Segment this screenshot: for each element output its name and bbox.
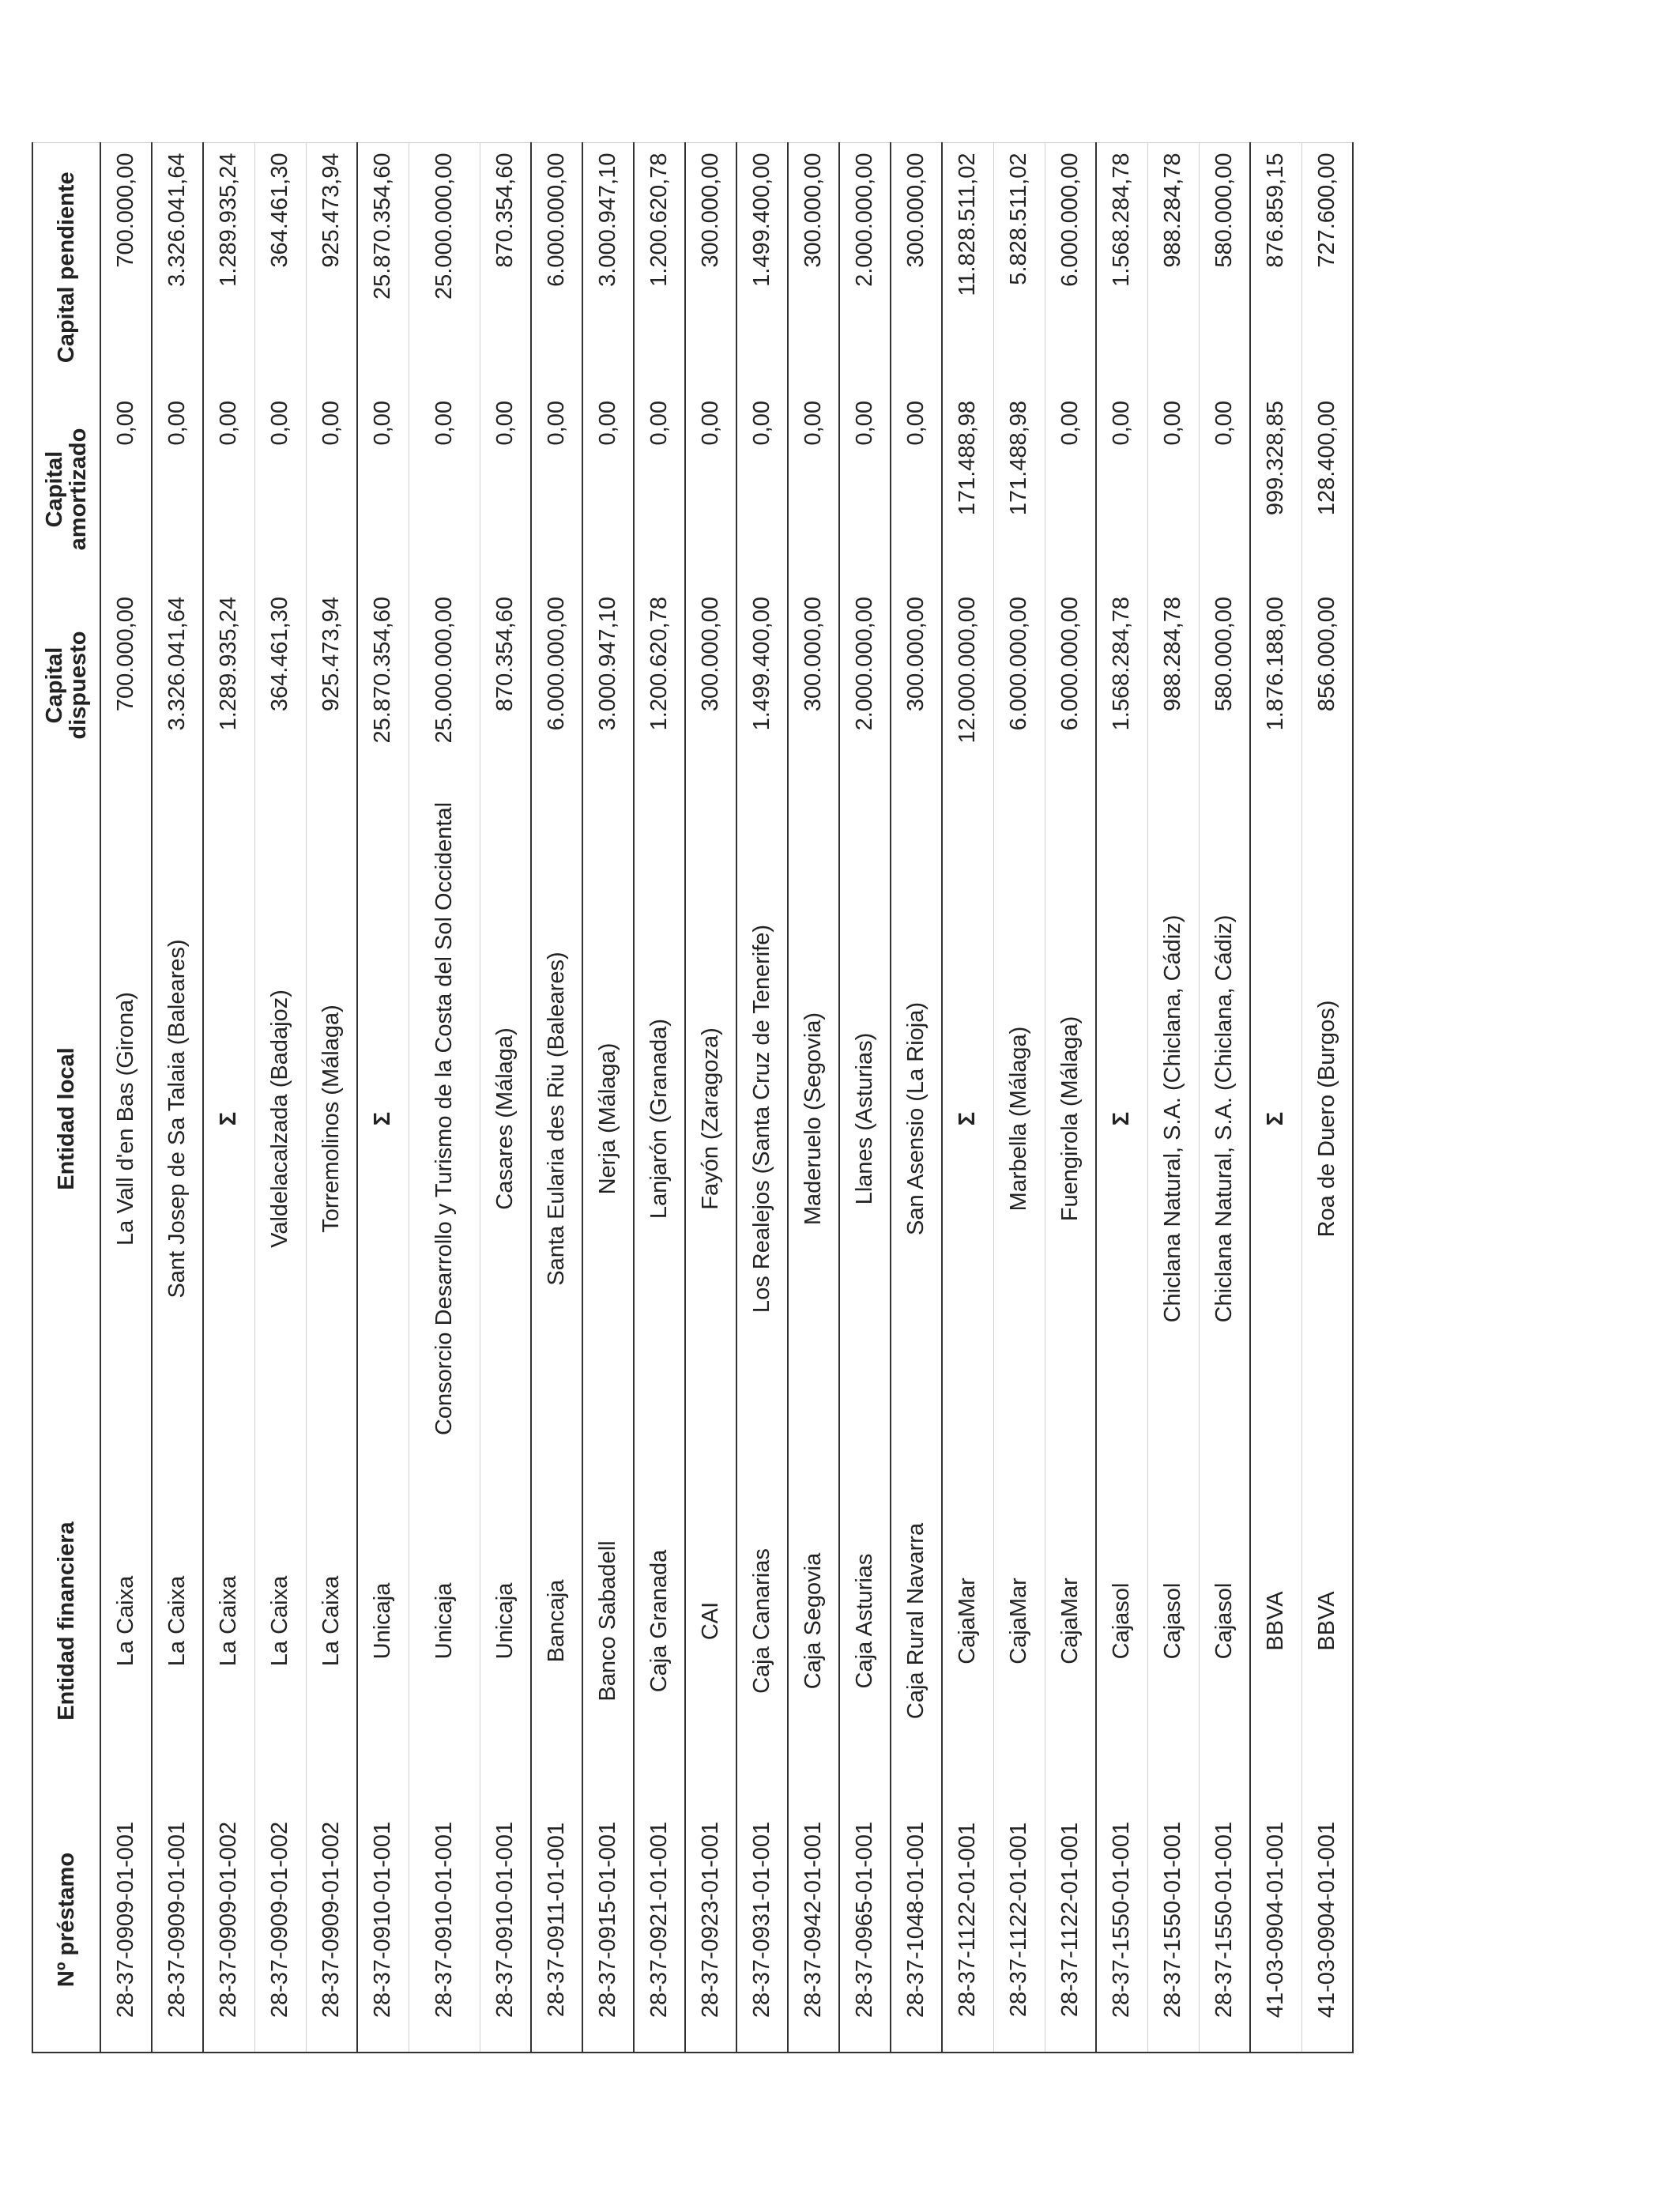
cell-capital-drawn: 1.876.188,00 <box>1250 587 1301 783</box>
cell-capital-outstanding: 580.000,00 <box>1199 143 1250 391</box>
cell-loan-number: 28-37-0910-01-001 <box>409 1788 480 2053</box>
cell-capital-amortized: 0,00 <box>634 391 685 587</box>
cell-capital-amortized: 0,00 <box>306 391 357 587</box>
cell-loan-number: 28-37-1122-01-001 <box>942 1788 993 2053</box>
cell-local-entity: Los Realejos (Santa Cruz de Tenerife) <box>736 783 788 1454</box>
cell-capital-drawn: 25.870.354,60 <box>357 587 409 783</box>
table-row <box>203 143 254 2053</box>
table-row <box>582 143 634 2053</box>
cell-financial-entity: La Caixa <box>203 1454 254 1788</box>
cell-capital-outstanding: 3.326.041,64 <box>152 143 203 391</box>
cell-loan-number: 28-37-1550-01-001 <box>1147 1788 1199 2053</box>
cell-financial-entity: La Caixa <box>152 1454 203 1788</box>
cell-financial-entity: La Caixa <box>254 1454 306 1788</box>
cell-capital-outstanding: 727.600,00 <box>1301 143 1353 391</box>
cell-capital-drawn: 3.326.041,64 <box>152 587 203 783</box>
table-row <box>788 143 839 2053</box>
cell-capital-drawn: 6.000.000,00 <box>1045 587 1096 783</box>
cell-local-entity: Valdelacalzada (Badajoz) <box>254 783 306 1454</box>
cell-capital-outstanding: 870.354,60 <box>480 143 531 391</box>
table-row <box>634 143 685 2053</box>
cell-capital-amortized: 0,00 <box>1045 391 1096 587</box>
cell-capital-drawn: 988.284,78 <box>1147 587 1199 783</box>
cell-financial-entity: Banco Sabadell <box>582 1454 634 1788</box>
cell-capital-outstanding: 300.000,00 <box>685 143 736 391</box>
cell-local-entity: Roa de Duero (Burgos) <box>1301 783 1353 1454</box>
cell-loan-number: 28-37-1122-01-001 <box>1045 1788 1096 2053</box>
cell-capital-amortized: 0,00 <box>152 391 203 587</box>
cell-local-entity: Nerja (Málaga) <box>582 783 634 1454</box>
cell-loan-number: 28-37-0909-01-002 <box>306 1788 357 2053</box>
cell-capital-amortized: 171.488,98 <box>942 391 993 587</box>
table-row <box>357 143 409 2053</box>
cell-local-entity: Fuengirola (Málaga) <box>1045 783 1096 1454</box>
cell-local-entity: Lanjarón (Granada) <box>634 783 685 1454</box>
table-row <box>152 143 203 2053</box>
cell-capital-outstanding: 5.828.511,02 <box>993 143 1045 391</box>
cell-local-entity: Sant Josep de Sa Talaia (Baleares) <box>152 783 203 1454</box>
cell-local-entity: Σ <box>1096 783 1147 1454</box>
cell-local-entity: Torremolinos (Málaga) <box>306 783 357 1454</box>
cell-capital-amortized: 0,00 <box>685 391 736 587</box>
cell-loan-number: 28-37-0910-01-001 <box>357 1788 409 2053</box>
header-local-entity: Entidad local <box>32 783 100 1454</box>
cell-loan-number: 28-37-1048-01-001 <box>891 1788 942 2053</box>
table-row <box>736 143 788 2053</box>
cell-capital-amortized: 0,00 <box>839 391 891 587</box>
cell-local-entity: Σ <box>203 783 254 1454</box>
cell-capital-outstanding: 2.000.000,00 <box>839 143 891 391</box>
table-row <box>1301 143 1353 2053</box>
cell-capital-drawn: 580.000,00 <box>1199 587 1250 783</box>
cell-capital-amortized: 0,00 <box>100 391 152 587</box>
cell-financial-entity: Unicaja <box>480 1454 531 1788</box>
cell-loan-number: 28-37-0911-01-001 <box>531 1788 582 2053</box>
cell-capital-drawn: 925.473,94 <box>306 587 357 783</box>
cell-capital-amortized: 0,00 <box>1096 391 1147 587</box>
cell-capital-outstanding: 925.473,94 <box>306 143 357 391</box>
cell-loan-number: 28-37-0909-01-001 <box>152 1788 203 2053</box>
table-row <box>1147 143 1199 2053</box>
cell-capital-outstanding: 1.568.284,78 <box>1096 143 1147 391</box>
cell-capital-amortized: 0,00 <box>1199 391 1250 587</box>
cell-capital-outstanding: 700.000,00 <box>100 143 152 391</box>
cell-capital-amortized: 171.488,98 <box>993 391 1045 587</box>
cell-local-entity: La Vall d'en Bas (Girona) <box>100 783 152 1454</box>
cell-loan-number: 41-03-0904-01-001 <box>1301 1788 1353 2053</box>
cell-financial-entity: CajaMar <box>993 1454 1045 1788</box>
table-row <box>839 143 891 2053</box>
cell-local-entity: Maderuelo (Segovia) <box>788 783 839 1454</box>
cell-financial-entity: CAI <box>685 1454 736 1788</box>
table-row <box>409 143 480 2053</box>
cell-capital-outstanding: 11.828.511,02 <box>942 143 993 391</box>
cell-loan-number: 28-37-0921-01-001 <box>634 1788 685 2053</box>
cell-financial-entity: BBVA <box>1301 1454 1353 1788</box>
cell-capital-outstanding: 25.870.354,60 <box>357 143 409 391</box>
cell-capital-outstanding: 1.499.400,00 <box>736 143 788 391</box>
table-body <box>100 143 1353 2053</box>
cell-capital-outstanding: 1.289.935,24 <box>203 143 254 391</box>
table-row <box>480 143 531 2053</box>
cell-loan-number: 28-37-1122-01-001 <box>993 1788 1045 2053</box>
cell-capital-drawn: 300.000,00 <box>788 587 839 783</box>
cell-local-entity: Santa Eularia des Riu (Baleares) <box>531 783 582 1454</box>
cell-financial-entity: Unicaja <box>409 1454 480 1788</box>
cell-capital-amortized: 0,00 <box>891 391 942 587</box>
cell-capital-amortized: 0,00 <box>409 391 480 587</box>
cell-financial-entity: CajaMar <box>942 1454 993 1788</box>
cell-capital-drawn: 856.000,00 <box>1301 587 1353 783</box>
cell-loan-number: 28-37-0965-01-001 <box>839 1788 891 2053</box>
table-row <box>685 143 736 2053</box>
cell-capital-outstanding: 364.461,30 <box>254 143 306 391</box>
table-row <box>1199 143 1250 2053</box>
cell-capital-outstanding: 300.000,00 <box>788 143 839 391</box>
table-row <box>1045 143 1096 2053</box>
cell-loan-number: 41-03-0904-01-001 <box>1250 1788 1301 2053</box>
cell-loan-number: 28-37-0909-01-001 <box>100 1788 152 2053</box>
cell-local-entity: Consorcio Desarrollo y Turismo de la Costa del Sol Occidental <box>409 783 480 1454</box>
table-row <box>891 143 942 2053</box>
cell-capital-outstanding: 988.284,78 <box>1147 143 1199 391</box>
cell-capital-drawn: 364.461,30 <box>254 587 306 783</box>
cell-local-entity: Fayón (Zaragoza) <box>685 783 736 1454</box>
cell-financial-entity: Caja Rural Navarra <box>891 1454 942 1788</box>
cell-local-entity: Σ <box>942 783 993 1454</box>
cell-financial-entity: Cajasol <box>1096 1454 1147 1788</box>
cell-capital-drawn: 700.000,00 <box>100 587 152 783</box>
header-loan-number: Nº préstamo <box>32 1788 100 2053</box>
table-row <box>993 143 1045 2053</box>
cell-capital-amortized: 0,00 <box>1147 391 1199 587</box>
header-capital-outstanding: Capital pendiente <box>32 143 100 391</box>
cell-loan-number: 28-37-0909-01-002 <box>254 1788 306 2053</box>
table-row <box>531 143 582 2053</box>
cell-capital-drawn: 300.000,00 <box>891 587 942 783</box>
cell-capital-outstanding: 300.000,00 <box>891 143 942 391</box>
cell-loan-number: 28-37-0931-01-001 <box>736 1788 788 2053</box>
table-row <box>1096 143 1147 2053</box>
cell-capital-amortized: 0,00 <box>582 391 634 587</box>
cell-capital-amortized: 0,00 <box>531 391 582 587</box>
cell-financial-entity: La Caixa <box>100 1454 152 1788</box>
cell-local-entity: San Asensio (La Rioja) <box>891 783 942 1454</box>
cell-capital-outstanding: 876.859,15 <box>1250 143 1301 391</box>
cell-loan-number: 28-37-1550-01-001 <box>1096 1788 1147 2053</box>
cell-capital-drawn: 25.000.000,00 <box>409 587 480 783</box>
cell-capital-drawn: 870.354,60 <box>480 587 531 783</box>
cell-capital-outstanding: 25.000.000,00 <box>409 143 480 391</box>
cell-financial-entity: Cajasol <box>1199 1454 1250 1788</box>
cell-financial-entity: Caja Segovia <box>788 1454 839 1788</box>
cell-loan-number: 28-37-0910-01-001 <box>480 1788 531 2053</box>
table-header-row <box>32 143 100 2053</box>
cell-loan-number: 28-37-1550-01-001 <box>1199 1788 1250 2053</box>
rotated-table-container <box>32 144 1343 2053</box>
cell-loan-number: 28-37-0915-01-001 <box>582 1788 634 2053</box>
cell-capital-drawn: 6.000.000,00 <box>993 587 1045 783</box>
cell-capital-amortized: 0,00 <box>254 391 306 587</box>
cell-capital-amortized: 0,00 <box>203 391 254 587</box>
cell-capital-outstanding: 6.000.000,00 <box>1045 143 1096 391</box>
table-row <box>306 143 357 2053</box>
header-financial-entity: Entidad financiera <box>32 1454 100 1788</box>
cell-local-entity: Llanes (Asturias) <box>839 783 891 1454</box>
cell-capital-drawn: 300.000,00 <box>685 587 736 783</box>
cell-capital-outstanding: 6.000.000,00 <box>531 143 582 391</box>
cell-capital-drawn: 1.289.935,24 <box>203 587 254 783</box>
header-capital-drawn: Capital dispuesto <box>32 587 100 783</box>
table-row <box>942 143 993 2053</box>
header-capital-amortized: Capital amortizado <box>32 391 100 587</box>
table-row <box>100 143 152 2053</box>
cell-capital-amortized: 0,00 <box>788 391 839 587</box>
cell-local-entity: Casares (Málaga) <box>480 783 531 1454</box>
cell-loan-number: 28-37-0942-01-001 <box>788 1788 839 2053</box>
cell-local-entity: Chiclana Natural, S.A. (Chiclana, Cádiz) <box>1199 783 1250 1454</box>
cell-capital-amortized: 999.328,85 <box>1250 391 1301 587</box>
cell-capital-outstanding: 1.200.620,78 <box>634 143 685 391</box>
cell-capital-amortized: 0,00 <box>357 391 409 587</box>
cell-financial-entity: BBVA <box>1250 1454 1301 1788</box>
cell-local-entity: Marbella (Málaga) <box>993 783 1045 1454</box>
cell-capital-drawn: 1.499.400,00 <box>736 587 788 783</box>
cell-capital-outstanding: 3.000.947,10 <box>582 143 634 391</box>
cell-capital-drawn: 3.000.947,10 <box>582 587 634 783</box>
table-row <box>254 143 306 2053</box>
cell-capital-drawn: 1.200.620,78 <box>634 587 685 783</box>
cell-loan-number: 28-37-0909-01-002 <box>203 1788 254 2053</box>
cell-financial-entity: Caja Asturias <box>839 1454 891 1788</box>
cell-capital-amortized: 0,00 <box>480 391 531 587</box>
cell-financial-entity: Caja Granada <box>634 1454 685 1788</box>
cell-capital-amortized: 0,00 <box>736 391 788 587</box>
cell-capital-drawn: 12.000.000,00 <box>942 587 993 783</box>
cell-local-entity: Σ <box>357 783 409 1454</box>
table-row <box>1250 143 1301 2053</box>
cell-financial-entity: Caja Canarias <box>736 1454 788 1788</box>
cell-financial-entity: La Caixa <box>306 1454 357 1788</box>
loans-table <box>32 143 1354 2054</box>
cell-capital-drawn: 1.568.284,78 <box>1096 587 1147 783</box>
cell-financial-entity: Unicaja <box>357 1454 409 1788</box>
cell-local-entity: Σ <box>1250 783 1301 1454</box>
cell-capital-drawn: 2.000.000,00 <box>839 587 891 783</box>
cell-capital-drawn: 6.000.000,00 <box>531 587 582 783</box>
cell-financial-entity: CajaMar <box>1045 1454 1096 1788</box>
cell-financial-entity: Cajasol <box>1147 1454 1199 1788</box>
cell-capital-amortized: 128.400,00 <box>1301 391 1353 587</box>
cell-financial-entity: Bancaja <box>531 1454 582 1788</box>
cell-local-entity: Chiclana Natural, S.A. (Chiclana, Cádiz) <box>1147 783 1199 1454</box>
cell-loan-number: 28-37-0923-01-001 <box>685 1788 736 2053</box>
